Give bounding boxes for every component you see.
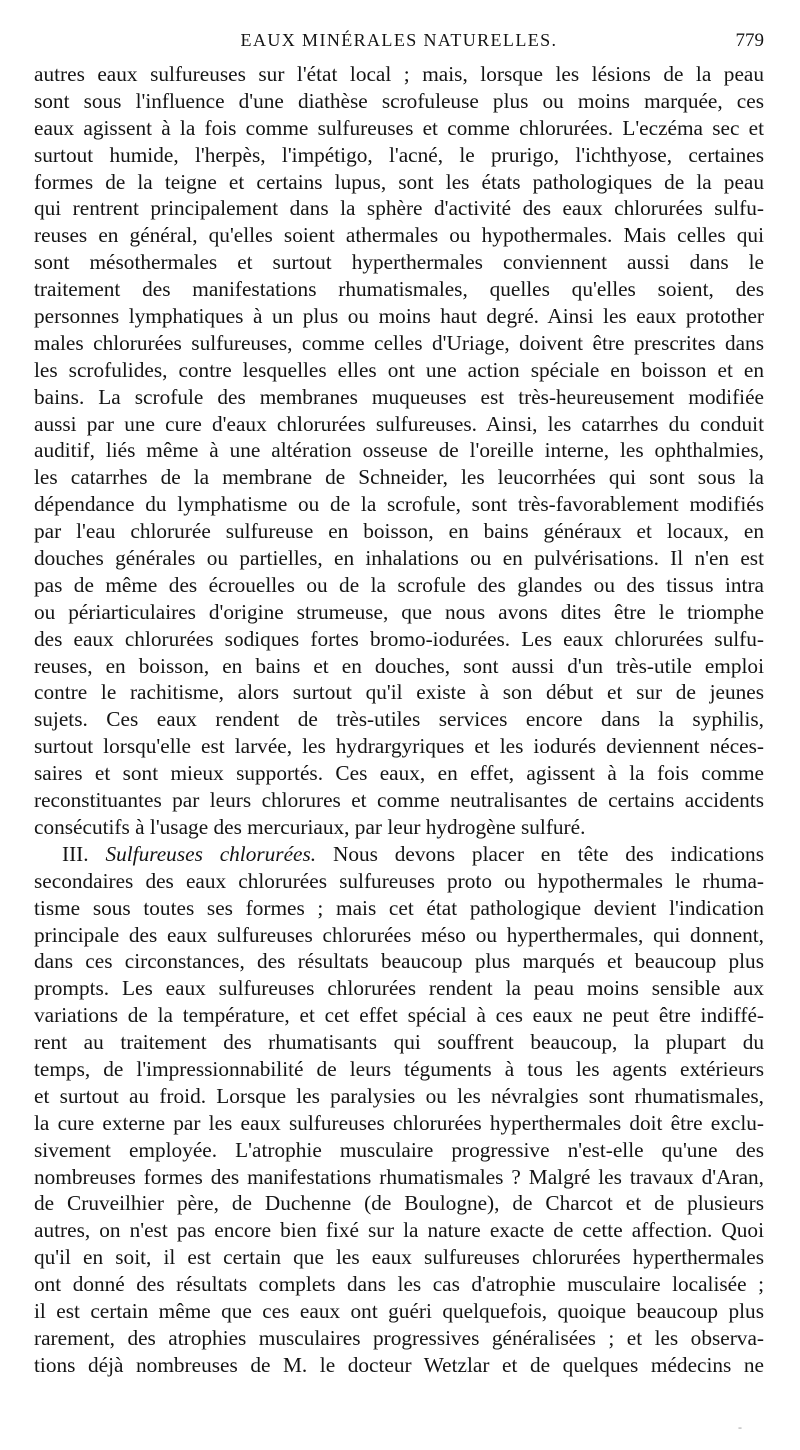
text-line: contre le rachitisme, alors surtout qu'il existe à son début et sur de jeunes (34, 680, 764, 705)
text-line: sont mésothermales et surtout hyperthermales conviennent aussi dans le (34, 250, 764, 275)
text-line: qu'il en soit, il est certain que les eaux sulfureuses chlorurées hyperthermales (34, 1245, 764, 1270)
text-line: sivement employée. L'atrophie musculaire progressive n'est-elle qu'une des (34, 1137, 764, 1162)
text-line: ont donné des résultats complets dans les cas d'atrophie musculaire localisée ; (34, 1272, 764, 1297)
text-line: bains. La scrofule des membranes muqueuses est très-heureusement modifiée (34, 384, 764, 409)
paragraph-2 (34, 841, 764, 1379)
text-line: formes de la teigne et certains lupus, sont les états pathologiques de la peau (34, 169, 764, 194)
text-line: consécutifs à l'usage des mercuriaux, par leur hydrogène sulfuré. (34, 814, 586, 839)
text-line: reuses, en boisson, en bains et en douches, sont aussi d'un très-utile emploi (34, 653, 764, 678)
text-line: sujets. Ces eaux rendent de très-utiles services encore dans la syphilis, (34, 707, 764, 732)
text-line: dans ces circonstances, des résultats beaucoup plus marqués et beaucoup plus (34, 949, 764, 974)
section-heading-line (34, 841, 764, 868)
page-header (34, 30, 764, 56)
text-line: douches générales ou partielles, en inhalations ou en pulvérisations. Il n'en est (34, 546, 764, 571)
text-line: et surtout au froid. Lorsque les paralysies ou les névralgies sont rhumatismales, (34, 1083, 764, 1108)
text-line: nombreuses formes des manifestations rhumatismales ? Malgré les travaux d'Aran, (34, 1164, 764, 1189)
text-line: prompts. Les eaux sulfureuses chlorurées rendent la peau moins sensible aux (34, 976, 764, 1001)
text-line: les scrofulides, contre lesquelles elles ont une action spéciale en boisson et en (34, 357, 764, 382)
text-line: surtout lorsqu'elle est larvée, les hydrargyriques et les iodurés deviennent néces- (34, 734, 764, 759)
section-heading: Sulfureuses chlorurées. (105, 841, 317, 866)
text-line: reconstituantes par leurs chlorures et comme neutralisantes de certains accidents (34, 788, 764, 813)
text-line: eaux agissent à la fois comme sulfureuses et comme chlorurées. L'eczéma sec et (34, 115, 764, 140)
text-line: males chlorurées sulfureuses, comme celles d'Uriage, doivent être prescrites dans (34, 330, 764, 355)
paragraph-1 (34, 61, 764, 841)
page-number: 779 (735, 30, 764, 51)
text-line: rarement, des atrophies musculaires progressives généralisées ; et les observa- (34, 1325, 764, 1350)
text-line: principale des eaux sulfureuses chlorurées méso ou hyperthermales, qui donnent, (34, 922, 764, 947)
text-line: secondaires des eaux chlorurées sulfureuses proto ou hypothermales le rhuma- (34, 868, 764, 893)
text-line: surtout humide, l'herpès, l'impétigo, l'acné, le prurigo, l'ichthyose, certaines (34, 142, 764, 167)
text-line: auditif, liés même à une altération osseuse de l'oreille interne, les ophthalmies, (34, 438, 764, 463)
text-line: traitement des manifestations rhumatismales, quelles qu'elles soient, des (34, 277, 764, 302)
text-line: tions déjà nombreuses de M. le docteur Wetzlar et de quelques médecins ne (34, 1352, 764, 1377)
text-line: par l'eau chlorurée sulfureuse en boisson, en bains généraux et locaux, en (34, 519, 764, 544)
text-line: des eaux chlorurées sodiques fortes bromo-iodurées. Les eaux chlorurées sulfu- (34, 626, 764, 651)
text-line: variations de la température, et cet effet spécial à ces eaux ne peut être indiffé- (34, 1003, 764, 1028)
section-numeral: III. (62, 841, 89, 866)
page-mark: - (738, 1420, 742, 1434)
text-line: sont sous l'influence d'une diathèse scrofuleuse plus ou moins marquée, ces (34, 88, 764, 113)
body-text (34, 61, 764, 1379)
text-line: saires et sont mieux supportés. Ces eaux, en effet, agissent à la fois comme (34, 761, 764, 786)
running-title: EAUX MINÉRALES NATURELLES. (240, 30, 558, 50)
text-line: pas de même des écrouelles ou de la scrofule des glandes ou des tissus intra (34, 572, 764, 597)
text-line: temps, de l'impressionnabilité de leurs téguments à tous les agents extérieurs (34, 1056, 764, 1081)
text-line: reuses en général, qu'elles soient athermales ou hypothermales. Mais celles qui (34, 223, 764, 248)
text-line: tisme sous toutes ses formes ; mais cet état pathologique devient l'indication (34, 895, 764, 920)
text-line: autres, on n'est pas encore bien fixé sur la nature exacte de cette affection. Quoi (34, 1218, 764, 1243)
text-line: les catarrhes de la membrane de Schneider, les leucorrhées qui sont sous la (34, 465, 764, 490)
text-line: dépendance du lymphatisme ou de la scrofule, sont très-favorablement modifiés (34, 492, 764, 517)
text-line: qui rentrent principalement dans la sphère d'activité des eaux chlorurées sulfu- (34, 196, 764, 221)
text-line: ou périarticulaires d'origine strumeuse, que nous avons dites être le triomphe (34, 599, 764, 624)
text-line: la cure externe par les eaux sulfureuses chlorurées hyperthermales doit être exclu- (34, 1110, 764, 1135)
text-line: autres eaux sulfureuses sur l'état local ; mais, lorsque les lésions de la peau (34, 62, 764, 86)
text-line: personnes lymphatiques à un plus ou moins haut degré. Ainsi les eaux protother (34, 304, 764, 329)
text-line: rent au traitement des rhumatisants qui souffrent beaucoup, la plupart du (34, 1030, 764, 1055)
text-line: il est certain même que ces eaux ont guéri quelquefois, quoique beaucoup plus (34, 1298, 764, 1323)
text-line: de Cruveilhier père, de Duchenne (de Boulogne), de Charcot et de plusieurs (34, 1191, 764, 1216)
heading-line-text: Nous devons placer en tête des indications (332, 841, 764, 866)
text-line: aussi par une cure d'eaux chlorurées sulfureuses. Ainsi, les catarrhes du conduit (34, 411, 764, 436)
